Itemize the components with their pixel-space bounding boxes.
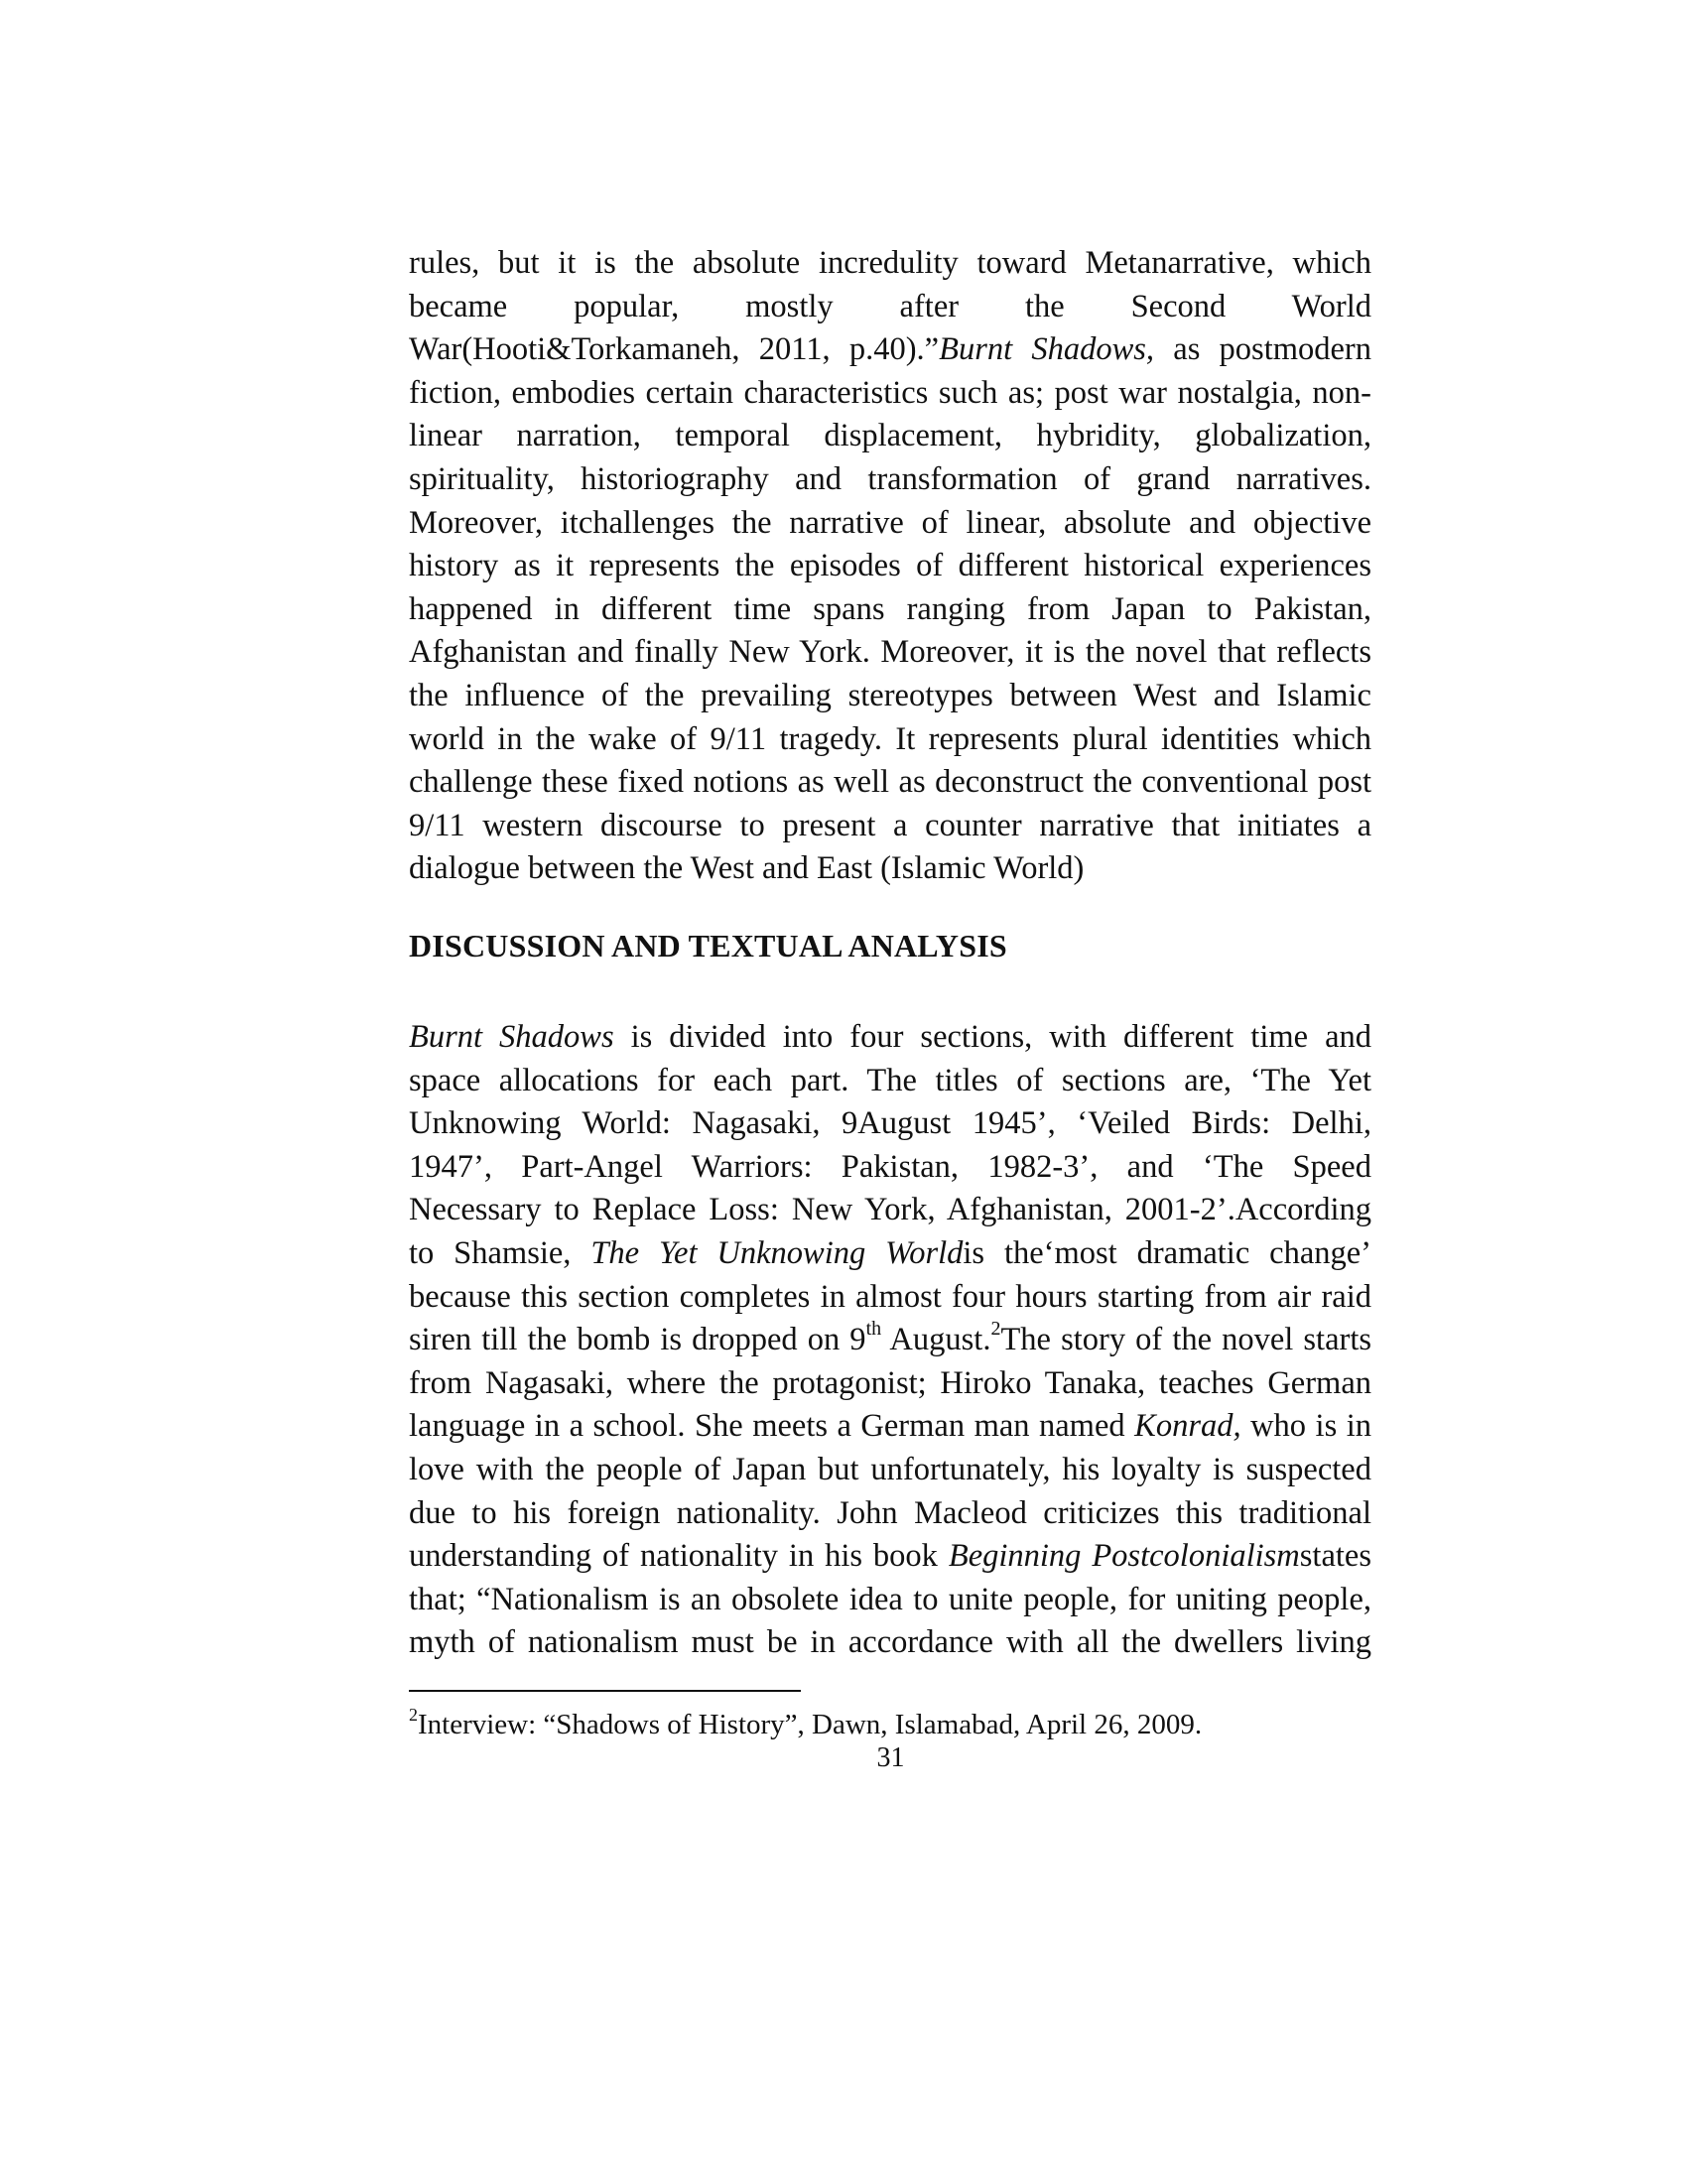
body-paragraph-1	[409, 242, 1371, 891]
text-line: Moreover, itchallenges the narrative of linear, absolute and objective	[409, 504, 1371, 541]
ordinal-superscript: th	[865, 1318, 882, 1341]
text-line: 1947’, Part-Angel Warriors: Pakistan, 1982-3’, and ‘The Speed	[409, 1148, 1371, 1185]
text-line: siren till the bomb is dropped on 9th August.$^2$The story of the novel starts	[409, 1318, 1371, 1358]
text-line: that; “Nationalism is an obsolete idea to unite people, for uniting people,	[409, 1581, 1371, 1617]
text-line: due to his foreign nationality. John Macleod criticizes this traditional	[409, 1494, 1371, 1531]
footnote-text: Interview: “Shadows of History”, Dawn, Islamabad, April 26, 2009.	[418, 1709, 1203, 1740]
footnote-reference: 2	[990, 1318, 1001, 1341]
text-line: became popular, mostly after the Second World	[409, 288, 1371, 324]
text-line: Burnt Shadows is divided into four sections, with different time and	[409, 1019, 1371, 1055]
text-line: linear narration, temporal displacement, hybridity, globalization,	[409, 418, 1371, 454]
book-title: Beginning Postcolonialism	[948, 1538, 1300, 1575]
footnote	[409, 1707, 1202, 1742]
page-number: 31	[876, 1742, 905, 1773]
text-line: rules, but it is the absolute incredulity toward Metanarrative, which	[409, 245, 1371, 281]
section-heading: DISCUSSION AND TEXTUAL ANALYSIS	[409, 928, 1007, 964]
text-line: happened in different time spans ranging from Japan to Pakistan,	[409, 590, 1371, 627]
body-paragraph-2	[409, 1016, 1371, 1665]
text-line: love with the people of Japan but unfortunately, his loyalty is suspected	[409, 1451, 1371, 1487]
novel-title: Burnt Shadows,	[939, 331, 1155, 368]
text-line: understanding of nationality in his book Beginning Postcolonialismstates	[409, 1538, 1371, 1575]
text-line: spirituality, historiography and transformation of grand narratives.	[409, 460, 1371, 497]
text-line: language in a school. She meets a German man named Konrad, who is in	[409, 1408, 1371, 1445]
footnote-marker: 2	[409, 1705, 418, 1726]
text-line: War(Hooti&Torkamaneh, 2011, p.40).”Burnt Shadows, as postmodern	[409, 331, 1371, 368]
text-line: Unknowing World: Nagasaki, 9August 1945’, ‘Veiled Birds: Delhi,	[409, 1105, 1371, 1142]
text-line: challenge these fixed notions as well as deconstruct the conventional post	[409, 764, 1371, 801]
text-line: from Nagasaki, where the protagonist; Hiroko Tanaka, teaches German	[409, 1364, 1371, 1401]
text-line: world in the wake of 9/11 tragedy. It represents plural identities which	[409, 720, 1371, 757]
text-line: myth of nationalism must be in accordance with all the dwellers living	[409, 1624, 1371, 1661]
text-line: the influence of the prevailing stereotypes between West and Islamic	[409, 677, 1371, 713]
text-line: to Shamsie, The Yet Unknowing Worldis the‘most dramatic change’	[409, 1234, 1371, 1271]
text-line: dialogue between the West and East (Islamic World)	[409, 850, 1085, 887]
text-line: fiction, embodies certain characteristics such as; post war nostalgia, non-	[409, 374, 1371, 411]
character-name: Konrad,	[1134, 1408, 1241, 1445]
text-line: Necessary to Replace Loss: New York, Afghanistan, 2001-2’.According	[409, 1192, 1371, 1228]
text-line: because this section completes in almost four hours starting from air raid	[409, 1278, 1371, 1315]
section-title: The Yet Unknowing World	[590, 1234, 964, 1271]
text-line: 9/11 western discourse to present a counter narrative that initiates a	[409, 807, 1371, 843]
text-line: history as it represents the episodes of different historical experiences	[409, 548, 1371, 584]
footnote-separator	[409, 1690, 801, 1692]
text-line: space allocations for each part. The titles of sections are, ‘The Yet	[409, 1062, 1371, 1098]
novel-title: Burnt Shadows	[409, 1019, 614, 1055]
text-line: Afghanistan and finally New York. Moreover, it is the novel that reflects	[409, 634, 1371, 671]
